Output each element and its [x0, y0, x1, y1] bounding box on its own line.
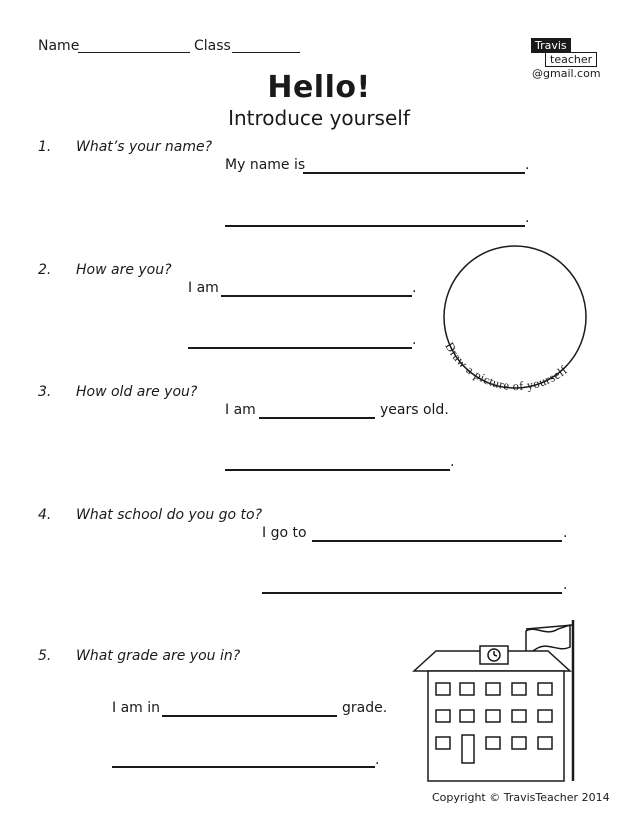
question-2-answer-line-2[interactable] [188, 347, 412, 349]
question-1-prefix: My name is [225, 157, 306, 173]
class-label: Class [194, 38, 231, 54]
self-portrait-drawing-area[interactable] [430, 238, 605, 413]
question-2-number: 2. [38, 262, 52, 278]
question-3-prefix: I am [225, 402, 256, 418]
question-2-prefix: I am [188, 280, 219, 296]
name-label: Name [38, 38, 80, 54]
school-building-icon [410, 615, 580, 785]
picture-caption: Draw a picture of yourself [442, 339, 571, 394]
question-2-dot-2: . [412, 332, 417, 348]
question-4-dot-2: . [563, 577, 568, 593]
question-2-answer-line-1[interactable] [221, 295, 412, 297]
class-blank[interactable] [232, 52, 300, 53]
question-5-prefix: I am in [112, 700, 161, 716]
question-4-text: What school do you go to? [76, 507, 263, 523]
question-4-prefix: I go to [262, 525, 307, 541]
question-3-answer-line-2[interactable] [225, 469, 450, 471]
name-blank[interactable] [78, 52, 190, 53]
question-1-answer-line-2[interactable] [225, 225, 525, 227]
question-1-dot-1: . [525, 157, 530, 173]
brand-line3: @gmail.com [532, 67, 601, 80]
question-5-suffix: grade. [342, 700, 388, 716]
question-5-text: What grade are you in? [76, 648, 241, 664]
question-5-answer-line-2[interactable] [112, 766, 375, 768]
question-2-text: How are you? [76, 262, 172, 278]
question-1-text: What’s your name? [76, 139, 213, 155]
question-2-dot-1: . [412, 280, 417, 296]
question-4-answer-line-2[interactable] [262, 592, 562, 594]
question-4-number: 4. [38, 507, 52, 523]
question-3-dot: . [450, 454, 455, 470]
brand-line2: teacher [545, 52, 597, 67]
question-5-grade-line[interactable] [162, 715, 337, 717]
question-3-age-line[interactable] [259, 417, 375, 419]
question-3-text: How old are you? [76, 384, 198, 400]
page-subtitle: Introduce yourself [228, 106, 410, 130]
question-1-answer-line-1[interactable] [303, 172, 525, 174]
question-5-number: 5. [38, 648, 52, 664]
question-3-number: 3. [38, 384, 52, 400]
question-3-suffix: years old. [380, 402, 449, 418]
page-title: Hello! [267, 70, 371, 105]
question-5-dot: . [375, 752, 380, 768]
question-4-answer-line-1[interactable] [312, 540, 562, 542]
question-1-number: 1. [38, 139, 52, 155]
question-1-dot-2: . [525, 210, 530, 226]
copyright-text: Copyright © TravisTeacher 2014 [432, 791, 610, 804]
question-4-dot-1: . [563, 525, 568, 541]
brand-line1: Travis [531, 38, 571, 53]
